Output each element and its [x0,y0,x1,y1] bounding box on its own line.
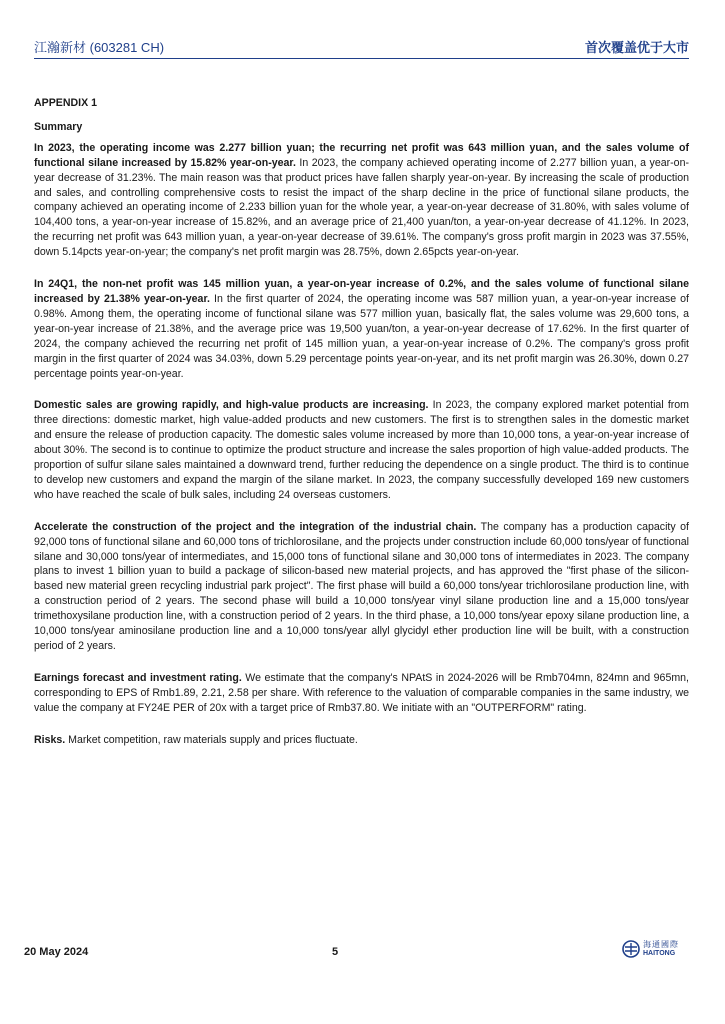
paragraph-lead: Accelerate the construction of the project and the integration of the industrial chain. [34,520,477,533]
logo-chinese-name: 海通國際 [643,940,679,949]
header-divider [34,58,689,59]
paragraph-body: In the first quarter of 2024, the operating income was 587 million yuan, a year-on-year increase of 0.98%. Among them, the operating income of functional silane was 577 million yuan, basically flat, the sales volume was 29,600 tons, a year-on-year increase of 21.38%, and the average price was 19,500 yuan/ton, a year-on-year decrease of 17.62%. In the first quarter of 2024, the company achieved the recurring net profit of 145 million yuan, a year-on-year increase of 0.2%. The company's gross profit margin in the first quarter of 2024 was 34.03%, down 5.29 percentage points year-on-year, and its net profit margin was 26.30%, down 0.27 percentage points year-on-year. [34,292,690,380]
paragraph-24q1-results [34,277,689,381]
haitong-logo-icon [622,940,640,958]
page-header [34,36,689,56]
report-date: 20 May 2024 [24,946,89,958]
paragraph-lead: Risks. [34,733,66,746]
paragraph-lead: In 24Q1, the non-net profit was 145 million yuan, a year-on-year increase of 0.2%, and the sales volume of functional silane increased by 21.38% year-on-year. [34,278,689,305]
haitong-logo [622,940,679,958]
paragraph-project-construction [34,520,689,654]
paragraph-2023-results [34,141,689,260]
paragraph-body: The company has a production capacity of 92,000 tons of functional silane and 60,000 tons of trichlorosilane, and the projects under construction include 60,000 tons/year of functional silane and 30,000 tons/year of intermediates, and 15,000 tons of functional silane and 30,000 tons of intermediates in 2023. The company plans to invest 1 billion yuan to build a package of silicon-based new material projects, and has approved the "first phase of the silicon-based new material green recycling industrial park project". The first phase will build a 60,000 tons/year trichlorosilane production line, with a construction period of 2 years. The second phase will build a 10,000 tons/year vinyl silane production line and a 15,000 tons/year trimethoxysilane production line, with a construction period of 2 years. In the third phase, a 10,000 tons/year epoxy silane production line, a 10,000 tons/year aminosilane production line and a 10,000 tons/year allyl glycidyl ether production line will be built, with a construction period of 2 years. [34,520,689,652]
page-number: 5 [332,946,339,958]
paragraph-domestic-sales [34,398,689,502]
paragraph-risks [34,733,689,748]
paragraph-body: We estimate that the company's NPAtS in 2024-2026 will be Rmb704mn, 824mn and 965mn, corresponding to EPS of Rmb1.89, 2.21, 2.58 per share. With reference to the valuation of comparable companies in the same industry, we value the company at FY24E PER of 20x with a target price of Rmb37.80. We initiate with an "OUTPERFORM" rating. [34,671,690,714]
paragraph-body: In 2023, the company achieved operating income of 2.277 billion yuan, a year-on-year decrease of 31.23%. The main reason was that product prices have fallen sharply year-on-year. By increasing the scale of production and sales, and controlling comprehensive costs to resist the impact of the sharp decline in the price of functional silane products, the company achieved an operating income of 2.233 billion yuan for the whole year, a year-on-year decrease of 31.80%, with sales volume of 104,400 tons, a year-on-year increase of 15.82%, and an average price of 21,400 yuan/ton, a year-on-year decrease of 41.12%. In 2023, the recurring net profit was 643 million yuan, a year-on-year decrease of 39.61%. The company's gross profit margin in 2023 was 37.55%, down 5.14pcts year-on-year; the company's net profit margin was 28.75%, down 2.65pcts year-on-year. [34,156,689,259]
page-footer [24,940,689,964]
summary-title: Summary [34,120,83,133]
logo-english-name: HAITONG [643,950,676,957]
paragraph-earnings-forecast [34,671,689,716]
paragraph-body: In 2023, the company explored market potential from three directions: domestic market, high value-added products and new customers. The first is to strengthen sales in the domestic market and ensure the release of production capacity. The domestic sales volume increased by more than 10,000 tons, a year-on-year increase of about 30%. The second is to continue to optimize the product structure and increase the sales proportion of high value-added products. The proportion of sulfur silane sales maintained a downward trend, further reducing the dependence on a single product. The third is to continue to develop new customers and expand the margin of the silane market. In 2023, the company successfully developed 169 new customers who have reached the scale of bulk sales, including 24 overseas customers. [34,399,690,501]
report-body [34,96,689,765]
rating-tagline: 首次覆盖优于大市 [584,39,689,55]
appendix-title: APPENDIX 1 [34,97,97,109]
paragraph-lead: In 2023, the operating income was 2.277 billion yuan; the recurring net profit was 643 million yuan, and the sales volume of functional silane increased by 15.82% year-on-year. [34,141,689,169]
paragraph-body: Market competition, raw materials supply and prices fluctuate. [65,733,358,746]
paragraph-lead: Earnings forecast and investment rating. [34,671,242,684]
paragraph-lead: Domestic sales are growing rapidly, and high-value products are increasing. [34,399,429,412]
company-ticker: 江瀚新材 (603281 CH) [34,39,165,55]
